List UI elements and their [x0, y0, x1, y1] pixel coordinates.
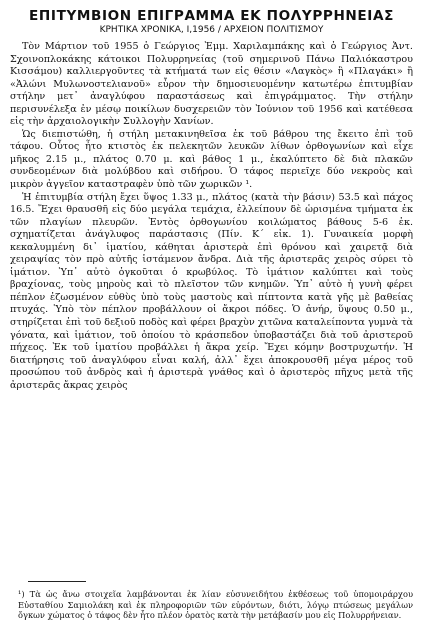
page-title: ΕΠΙΤΥΜΒΙΟΝ ΕΠΙΓΡΑΜΜΑ ΕΚ ΠΟΛΥΡΡΗΝΕΙΑΣ	[29, 8, 394, 24]
article-body	[10, 41, 413, 392]
paragraph-1: Τὸν Μάρτιον τοῦ 1955 ὁ Γεώργιος Ἐμμ. Χαριλαμπάκης καὶ ὁ Γεώργιος Ἀντ. Σχοινοπλοκάκης κάτοικοι Πολυρρηνείας (τοῦ σημερινοῦ Πάνω Παλιόκαστρου Κισσάμου) καλλιεργοῦντες τὰ κτήματά των εἰς θέσιν «Λαγκὸς» ἢ «Πλαγάκι» ἢ «Ἁλώνι Μυλωνοστελιανοῦ» εὗρον τὴν δημοσιευομένην κατωτέρω ἐπιτυμβίαν στήλην μετ᾿ ἀναγλύφου παραστάσεως καὶ ἐπιγράμματος. Τὴν στήλην περισυνέλεξα ἐν μέσῳ ποικίλων δυσχερειῶν τὸν Ἰούνιον τοῦ 1956 καὶ κατέθεσα εἰς τὴν ἀρχαιολογικὴν Συλλογὴν Χανίων.	[10, 41, 413, 128]
paragraph-3: Ἡ ἐπιτυμβία στήλη ἔχει ὕψος 1.33 μ., πλάτος (κατὰ τὴν βάσιν) 53.5 καὶ πάχος 16.5. Ἔχει θραυσθῆ εἰς δύο μεγάλα τεμάχια, ἐλλείπουν δὲ ὡρισμένα τμήματα ἐκ τῶν πλαγίων πλευρῶν. Ἐντὸς ὀρθογωνίου κοιλώματος βάθους 5-6 ἑκ. σχηματίζεται ἀνάγλυφος παράστασις (Πίν. Κ´ εἰκ. 1). Γυναικεία μορφὴ κεκαλυμμένη δι᾿ ἱματίου, κάθηται ἀριστερὰ ἐπὶ θρόνου καὶ χαιρετᾷ διὰ χειραψίας τὸν πρὸ αὐτῆς ἱστάμενον ἄνδρα. Διὰ τῆς ἀριστερᾶς χειρὸς σύρει τὸ ἱμάτιον. Ὑπ᾿ αὐτὸ ὀγκοῦται ὁ κρωβύλος. Τὸ ἱμάτιον καλύπτει καὶ τοὺς βραχίονας, τοὺς μηροὺς καὶ τὸ πλεῖστον τῶν κνημῶν. Ὑπ᾿ αὐτὸ ἡ γυνὴ φέρει πέπλον ἐζωσμένον εὐθὺς ὑπὸ τοὺς μαστοὺς καὶ πίπτοντα κατὰ γῆς μὲ βαθείας πτυχάς. Ὑπὸ τὸν πέπλον προβάλλουν οἱ ἄκροι πόδες. Ὁ ἀνήρ, ὕψους 0.50 μ., στηρίζεται ἐπὶ τοῦ δεξιοῦ ποδὸς καὶ φέρει βραχὺν χιτῶνα καταλείποντα γυμνὰ τὰ γόνατα, καὶ ἱμάτιον, τοῦ ὁποίου τὸ κράσπεδον ὑποβαστάζει διὰ τοῦ ἀριστεροῦ πήχεος. Ἐκ τοῦ ἱματίου προβάλλει ἡ ἄκρα χείρ. Ἔχει κόμην βοστρυχωτήν. Ἡ διατήρησις τοῦ ἀναγλύφου εἶναι καλή, ἀλλ᾿ ἔχει ἀποκρουσθῆ μέγα μέρος τοῦ προσώπου τοῦ ἀνδρὸς καὶ ἡ ἀριστερὰ γνάθος καὶ ὁ ἀριστερὸς πῆχυς μετὰ τῆς ἀριστερᾶς ἄκρας χειρὸς	[10, 191, 413, 391]
footnote: ¹) Τὰ ὡς ἄνω στοιχεῖα λαμβάνονται ἐκ λίαν εὐσυνειδήτου ἐκθέσεως τοῦ ὑπομοιράρχου Εὐσταθίου Σαμιολάκη καὶ ἐκ πληροφοριῶν τῶν εὑρόντων, διότι, λόγῳ πτώσεως μεγάλων ὄγκων χώματος ὁ τάφος δὲν ἦτο πλέον ὁρατὸς κατὰ τὴν μετάβασίν μου εἰς Πολυρρήνειαν.	[18, 589, 413, 621]
footnote-divider	[28, 581, 86, 582]
page-subtitle: ΚΡΗΤΙΚΑ ΧΡΟΝΙΚΑ, Ι,1956 / ΑΡΧΕΙΟΝ ΠΟΛΙΤΙΣΜΟΥ	[99, 25, 324, 35]
paragraph-2: Ὡς διεπιστώθη, ἡ στήλη μετακινηθεῖσα ἐκ τοῦ βάθρου της ἔκειτο ἐπὶ τοῦ τάφου. Οὗτος ἦτο κτιστὸς ἐκ πελεκητῶν λευκῶν λίθων ὀρθογωνίων καὶ εἶχε μῆκος 2.15 μ., πλάτος 0.70 μ. καὶ βάθος 1 μ., ἐκαλύπτετο δὲ διὰ πλακῶν συνδεομένων διὰ μολύβδου καὶ σιδήρου. Ὁ τάφος περιεῖχε δύο νεκροὺς καὶ μικρὸν ἀγγεῖον καταστραφὲν ὑπὸ τῶν χωρικῶν ¹.	[10, 128, 413, 191]
